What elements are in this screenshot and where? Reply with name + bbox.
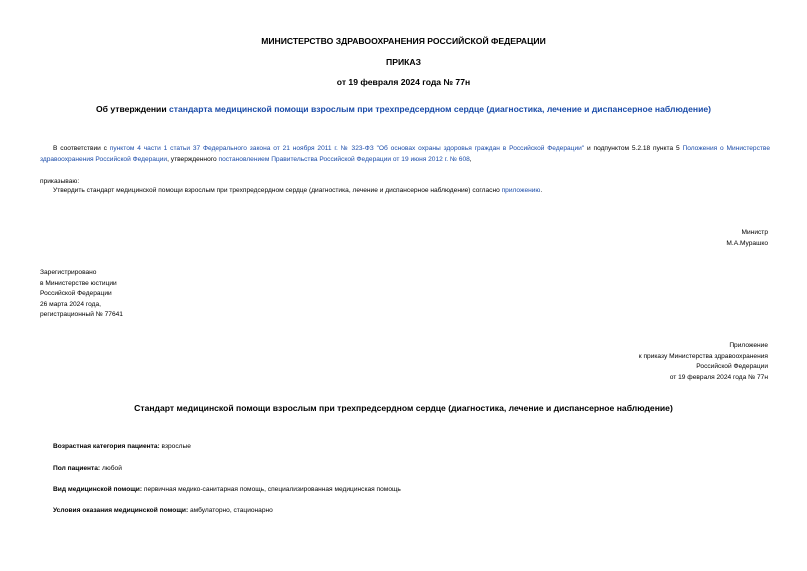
preamble-text-3: , утвержденного — [167, 155, 219, 163]
order-word: приказываю: — [40, 178, 80, 185]
government-decree-link[interactable]: постановлением Правительства Российской Федерации от 19 июня 2012 г. № 608 — [218, 155, 470, 163]
order-date-number: от 19 февраля 2024 года № 77н — [336, 77, 471, 87]
federal-law-link[interactable]: пунктом 4 части 1 статьи 37 Федерального закона от 21 ноября 2011 г. № 323-ФЗ "Об основах охраны здоровья граждан в Российской Федерации" — [109, 145, 585, 152]
appendix-line: к приказу Министерства здравоохранения — [638, 352, 768, 360]
field-care-type — [53, 485, 401, 496]
registration-block — [40, 268, 123, 321]
order-text-1: Утвердить стандарт медицинской помощи взрослым при трехпредсердном сердце (диагностика, лечение и диспансерное наблюдение) согласно — [53, 187, 502, 194]
standard-link[interactable]: стандарта медицинской помощи взрослым при трехпредсердном сердце (диагностика, лечение и диспансерное наблюдение) — [169, 104, 712, 114]
registration-line: 26 марта 2024 года, — [40, 300, 101, 308]
order-title-prefix: Об утверждении — [95, 104, 169, 114]
signature-position: Министр — [741, 229, 768, 236]
standard-title: Стандарт медицинской помощи взрослым при трехпредсердном сердце (диагностика, лечение и диспансерное наблюдение) — [134, 403, 673, 413]
field-value: взрослые — [159, 443, 191, 450]
signature-block — [726, 228, 768, 249]
ministry-heading: МИНИСТЕРСТВО ЗДРАВООХРАНЕНИЯ РОССИЙСКОЙ ФЕДЕРАЦИИ — [261, 36, 546, 46]
field-care-conditions — [53, 506, 273, 517]
signature-name: М.А.Мурашко — [726, 239, 768, 247]
registration-line: регистрационный № 77641 — [40, 311, 123, 318]
order-title — [0, 104, 807, 114]
preamble-text-2: и подпунктом 5.2.18 пункта 5 — [584, 145, 683, 152]
ministry-regulation-link[interactable]: Положения о Министерстве здравоохранения Российской Федерации — [40, 145, 771, 163]
field-patient-sex — [53, 464, 122, 475]
order-text-2: . — [540, 187, 543, 194]
preamble-text-4: , — [469, 155, 472, 163]
field-label: Условия оказания медицинской помощи: — [53, 507, 189, 514]
field-label: Вид медицинской помощи: — [53, 486, 143, 493]
field-value: любой — [100, 465, 122, 472]
appendix-link[interactable]: приложению — [501, 187, 541, 194]
registration-line: Российской Федерации — [40, 290, 112, 297]
field-label: Пол пациента: — [53, 465, 101, 472]
appendix-line: Российской Федерации — [696, 363, 768, 370]
registration-line: в Министерстве юстиции — [40, 279, 117, 287]
field-age-category — [53, 442, 191, 453]
appendix-line: от 19 февраля 2024 года № 77н — [669, 373, 768, 381]
appendix-block — [639, 341, 768, 383]
preamble-paragraph — [40, 144, 770, 165]
doc-type-heading: ПРИКАЗ — [386, 57, 421, 67]
field-value: амбулаторно, стационарно — [188, 507, 273, 514]
order-paragraph — [53, 186, 773, 197]
registration-line: Зарегистрировано — [40, 269, 97, 276]
preamble-text-1: В соответствии с — [53, 145, 110, 152]
appendix-line: Приложение — [729, 342, 768, 349]
field-label: Возрастная категория пациента: — [53, 443, 160, 450]
field-value: первичная медико-санитарная помощь, специализированная медицинская помощь — [142, 486, 401, 493]
